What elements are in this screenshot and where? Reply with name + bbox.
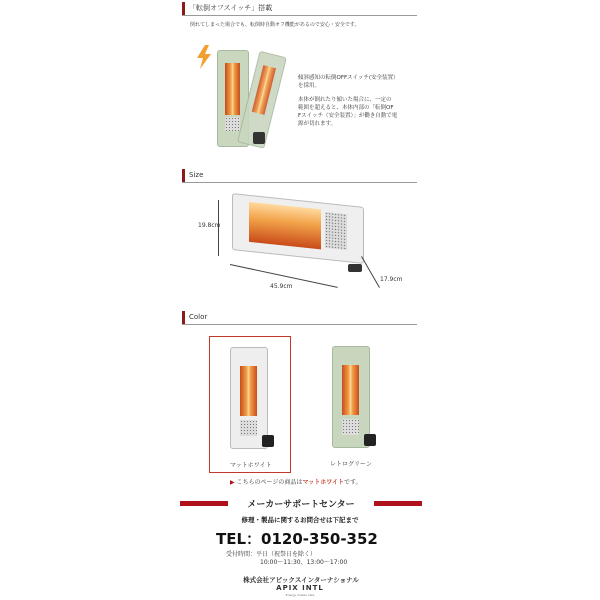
- size-section-header: [182, 169, 417, 183]
- color-note-prefix: こちらのページの商品は: [236, 479, 303, 486]
- tipover-heater-image: [195, 40, 280, 155]
- section-accent-bar: [182, 2, 185, 15]
- note-line: 本体が倒れたり傾いた場合に、一定の: [298, 97, 392, 103]
- heater-stand: [253, 132, 265, 144]
- support-subtitle: 修理・製品に関するお問合せは下記まで: [241, 516, 359, 524]
- heater-stand: [364, 434, 376, 446]
- arrow-icon: ▶: [230, 479, 235, 486]
- support-hours-label: 受付時間：平日（祝祭日を除く）: [226, 551, 317, 558]
- heater-body: [332, 346, 370, 448]
- support-tel[interactable]: TEL：0120-350-352: [216, 530, 378, 548]
- size-heater-image: [228, 196, 378, 286]
- support-hours: 10:00～11:30、13:00～17:00: [260, 559, 348, 566]
- color-note: [230, 477, 362, 486]
- heater-stand: [348, 264, 362, 272]
- color-option-green[interactable]: [320, 336, 400, 471]
- height-label: 19.8cm: [198, 222, 221, 229]
- tipover-intro: 倒れてしまった場合でも、転倒時自動オフ機能があるので安心・安全です。: [190, 22, 360, 28]
- tipover-note-title: 傾斜感知の転倒OFFスイッチ(安全装置）を採用。: [298, 75, 399, 89]
- color-option-label: マットホワイト: [230, 462, 272, 469]
- depth-label: 17.9cm: [380, 276, 403, 283]
- lightning-icon: [195, 45, 213, 69]
- size-heading: Size: [189, 171, 204, 179]
- note-line: Fスイッチ（安全装置）」が働き自動で電: [298, 113, 398, 119]
- heater-stand: [262, 435, 274, 447]
- support-left-bar: [180, 501, 228, 506]
- color-note-highlight: マットホワイト: [302, 479, 345, 486]
- support-title: メーカーサポートセンター: [247, 500, 355, 510]
- section-accent-bar: [182, 169, 185, 182]
- note-line: 源が切れます。: [298, 121, 337, 127]
- color-section-header: [182, 311, 417, 325]
- color-option-label: レトログリーン: [330, 461, 372, 468]
- color-note-suffix: です。: [344, 479, 362, 486]
- tipover-section-header: [182, 2, 417, 16]
- color-heading: Color: [189, 313, 208, 321]
- support-right-bar: [374, 501, 422, 506]
- company-logo-sub: Energy makes idea: [285, 593, 315, 597]
- tipover-heading: 「転倒オフスイッチ」搭載: [189, 4, 273, 12]
- section-accent-bar: [182, 311, 185, 324]
- heater-body: [230, 347, 268, 449]
- color-option-white[interactable]: [209, 336, 291, 473]
- width-label: 45.9cm: [270, 283, 293, 290]
- heater-body: [232, 193, 364, 264]
- tipover-note: [298, 96, 408, 128]
- support-company: 株式会社アピックスインターナショナル: [243, 576, 359, 584]
- note-line: 範囲を超えると、本体内部の「転倒OF: [298, 105, 394, 111]
- company-logo: APIX INTL: [276, 584, 324, 592]
